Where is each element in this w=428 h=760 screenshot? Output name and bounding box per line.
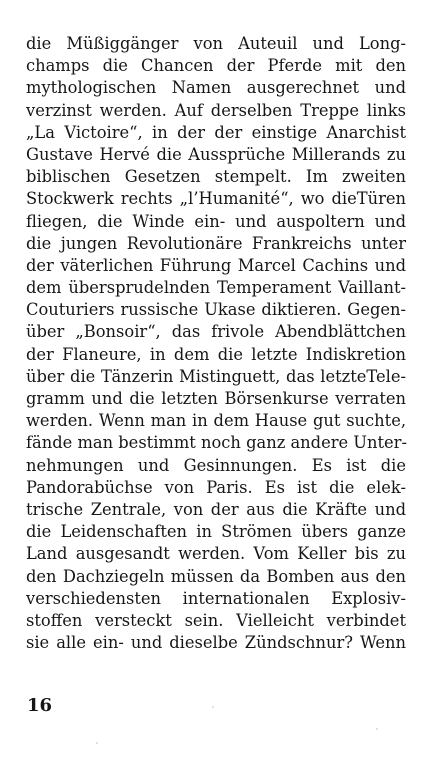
text-line: stoffen versteckt sein. Vielleicht verbindet xyxy=(26,610,406,630)
paper-speck xyxy=(212,706,214,708)
paper-speck xyxy=(96,742,98,744)
text-line: verzinst werden. Auf derselben Treppe links xyxy=(26,100,406,120)
text-line: mythologischen Namen ausgerechnet und xyxy=(26,78,406,98)
text-line: die jungen Revolutionäre Frankreichs unter xyxy=(26,233,406,253)
text-line: Couturiers russische Ukase diktieren. Gegen- xyxy=(26,300,406,320)
text-line: Pandorabüchse von Paris. Es ist die elek- xyxy=(26,477,406,497)
body-text xyxy=(26,33,406,654)
text-line: den Dachziegeln müssen da Bomben aus den xyxy=(26,566,406,586)
text-line: gramm und die letzten Börsenkurse verraten xyxy=(26,389,406,408)
text-line: nehmungen und Gesinnungen. Es ist die xyxy=(26,455,406,475)
text-line: trische Zentrale, von der aus die Kräfte und xyxy=(26,499,406,519)
text-line: der Flaneure, in dem die letzte Indiskretion xyxy=(26,344,406,364)
text-line: fliegen, die Winde ein- und auspoltern und xyxy=(26,211,406,231)
paper-speck xyxy=(376,728,378,730)
text-line: „La Victoire“, in der der einstige Anarchist xyxy=(26,122,406,142)
text-line: über die Tänzerin Mistinguett, das letzteTele- xyxy=(26,366,406,386)
text-line: biblischen Gesetzen stempelt. Im zweiten xyxy=(26,167,406,187)
text-line: sie alle ein- und dieselbe Zündschnur? Wenn xyxy=(26,633,406,653)
text-line: werden. Wenn man in dem Hause gut suchte, xyxy=(26,411,406,431)
text-line: dem übersprudelnden Temperament Vaillant- xyxy=(26,278,406,298)
text-line: Stockwerk rechts „l’Humanité“, wo dieTüren xyxy=(26,189,406,209)
text-line: champs die Chancen der Pferde mit den xyxy=(26,56,406,76)
text-line: die Müßiggänger von Auteuil und Long- xyxy=(26,34,406,53)
text-line: Gustave Hervé die Aussprüche Millerands zu xyxy=(26,144,406,164)
text-line: fände man bestimmt noch ganz andere Unter- xyxy=(26,433,407,453)
text-line: der väterlichen Führung Marcel Cachins und xyxy=(26,255,406,275)
text-line: Land ausgesandt werden. Vom Keller bis zu xyxy=(26,544,406,564)
text-line: über „Bonsoir“, das frivole Abendblättchen xyxy=(26,322,406,342)
text-line: die Leidenschaften in Strömen übers ganze xyxy=(26,522,406,542)
page-number: 16 xyxy=(27,695,53,716)
text-line: verschiedensten internationalen Explosiv- xyxy=(26,588,406,608)
